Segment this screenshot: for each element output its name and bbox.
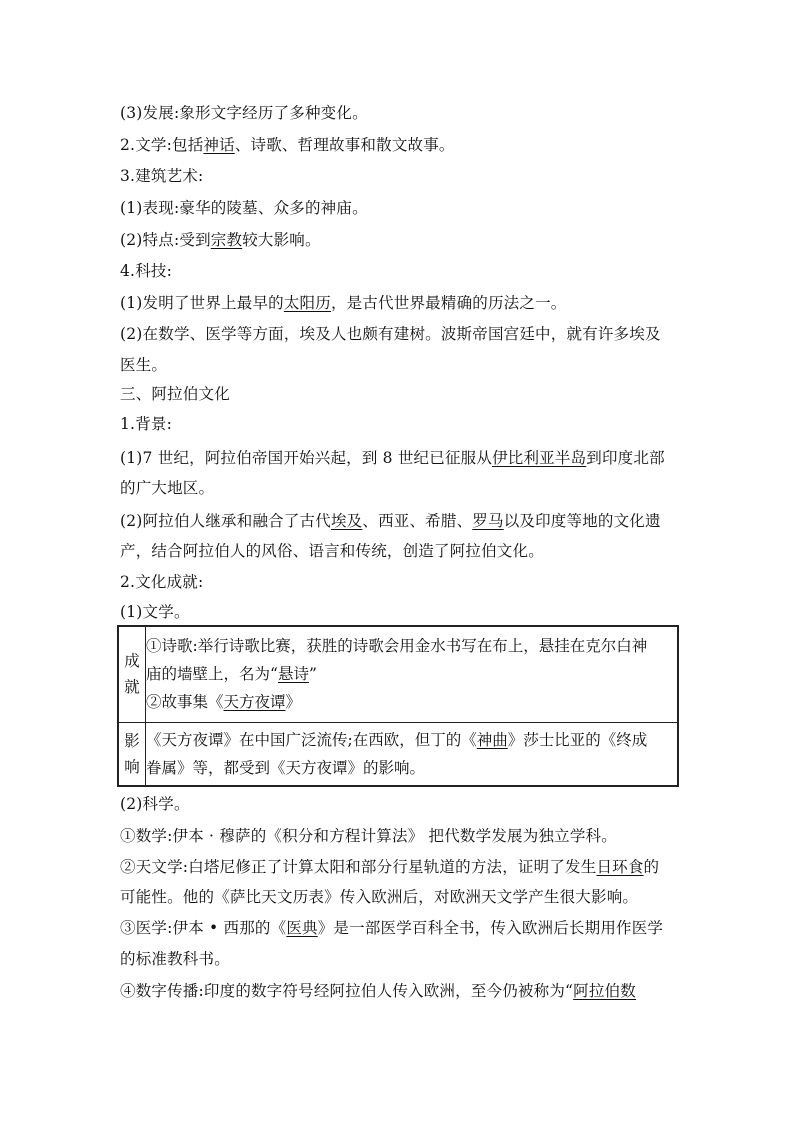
text-line: (1)文学。 [120, 603, 190, 621]
text-line: 的标准教科书。 [120, 950, 230, 968]
section-heading: 4.科技: [120, 262, 173, 280]
text-line: (3)发展:象形文字经历了多种变化。 [120, 104, 368, 122]
underlined-term: 悬诗 [277, 665, 309, 684]
text-line: 的广大地区。 [120, 479, 215, 497]
section-heading: 3.建筑艺术: [120, 167, 204, 185]
text-line: ③医学:伊本 • 西那的《医典》是一部医学百科全书，传入欧洲后长期用作医学 [120, 919, 664, 937]
underlined-term: 神曲 [476, 730, 508, 749]
underlined-term: 神话 [203, 136, 235, 154]
text-line: 产，结合阿拉伯人的风俗、语言和传统，创造了阿拉伯文化。 [120, 542, 544, 560]
literature-table [117, 625, 679, 787]
table-cell: 《天方夜谭》在中国广泛流传;在西欧，但丁的《神曲》莎士比亚的《终成 眷属》等，都受到《天方夜谭》的影响。 [146, 722, 679, 786]
text-line: (1)7 世纪，阿拉伯帝国开始兴起，到 8 世纪已征服从伊比利亚半岛到印度北部 [120, 449, 665, 467]
underlined-term: 医典 [286, 919, 318, 937]
table-row [118, 626, 678, 722]
underlined-term: 日环食 [596, 858, 644, 876]
text-line: (2)在数学、医学等方面，埃及人也颇有建树。波斯帝国宫廷中，就有许多埃及 [120, 325, 661, 343]
text-line: ②天文学:白塔尼修正了计算太阳和部分行星轨道的方法，证明了发生日环食的 [120, 858, 660, 876]
section-heading: 2.文化成就: [120, 573, 204, 591]
section-heading: 1.背景: [120, 415, 173, 433]
text-line: (2)阿拉伯人继承和融合了古代埃及、西亚、希腊、罗马以及印度等地的文化遗 [120, 512, 661, 530]
underlined-term: 宗教 [210, 231, 243, 249]
text-line: 可能性。他的《萨比天文历表》传入欧洲后，对欧洲天文学产生很大影响。 [120, 888, 639, 906]
text-line: ①数学:伊本 · 穆萨的《积分和方程计算法》 把代数学发展为独立学科。 [120, 827, 617, 845]
text-line: (2)特点:受到宗教较大影响。 [120, 231, 321, 249]
text-line: (2)科学。 [120, 795, 190, 813]
text-line: 医生。 [120, 356, 168, 374]
row-label: 影 响 [118, 722, 146, 786]
text-line: ④数字传播:印度的数字符号经阿拉伯人传入欧洲，至今仍被称为“阿拉伯数 [120, 982, 636, 1000]
text-line: 2.文学:包括神话、诗歌、哲理故事和散文故事。 [120, 136, 455, 154]
row-label: 成 就 [118, 626, 146, 722]
underlined-term: 天方夜谭 [223, 693, 286, 712]
text-line: (1)发明了世界上最早的太阳历，是古代世界最精确的历法之一。 [120, 294, 567, 312]
underlined-term: 太阳历 [283, 294, 331, 312]
underlined-term: 埃及 [330, 512, 363, 530]
underlined-term: 罗马 [472, 512, 504, 530]
underlined-term: 阿拉伯数 [573, 982, 636, 1000]
underlined-term: 伊比利亚半岛 [492, 449, 587, 467]
table-row [118, 722, 678, 786]
table-cell: ①诗歌:举行诗歌比赛，获胜的诗歌会用金水书写在布上，悬挂在克尔白神 庙的墙壁上，名为“悬诗” ②故事集《天方夜谭》 [146, 626, 679, 722]
text-line: (1)表现:豪华的陵墓、众多的神庙。 [120, 199, 368, 217]
chapter-heading: 三、阿拉伯文化 [120, 385, 230, 403]
